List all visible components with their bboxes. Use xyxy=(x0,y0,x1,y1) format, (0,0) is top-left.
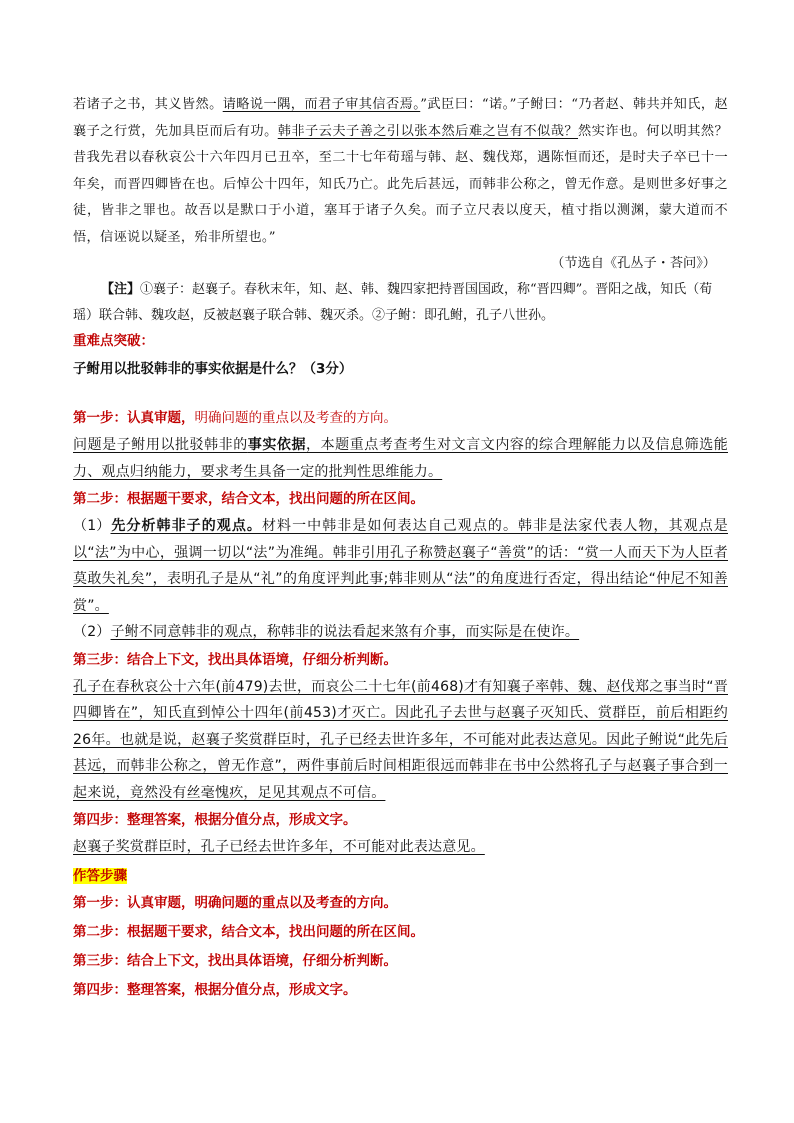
step1-label: 第一步： xyxy=(73,410,127,426)
step2-p1-text: 材料一中韩非是如何表达自己观点的。韩非是法家代表人物，其观点是以“法”为中心，强调一切以“法”为准绳。韩非引用孔子称赞赵襄子“善赏”的话：“赏一人而天下为人臣者莫敢失礼矣”，表明孔子是从“礼”的角度评判此事;韩非则从“法”的角度进行否定，得出结论“仲尼不知善赏”。 xyxy=(73,518,728,614)
classical-passage xyxy=(73,92,728,251)
passage-line1-underlined: 请略说一隅，而君子审其信否焉。 xyxy=(222,97,421,112)
step1-body xyxy=(73,432,728,485)
procedure-heading-row xyxy=(73,863,728,889)
step4-heading xyxy=(73,806,728,834)
step2-label: 第二步： xyxy=(73,491,127,507)
procedure-step-4: 第四步：整理答案，根据分值分点，形成文字。 xyxy=(73,981,357,998)
annotation-note xyxy=(73,277,728,329)
step2-p1-num: （1） xyxy=(73,518,111,534)
passage-line1-b: ”武臣曰：“诺。”子鲋曰：“乃者赵、韩共并知氏， xyxy=(420,97,715,112)
step2-p1-lead: 先分析韩非子的观点。 xyxy=(110,518,262,534)
step3-body: 孔子在春秋哀公十六年(前479)去世，而哀公二十七年(前468)才有知襄子率韩、魏、赵伐郑之事当时“晋四卿皆在”，知氏直到悼公十四年(前453)才灭亡。因此孔子去世与赵襄子灭知氏、赏群臣，前后相距约26年。也就是说，赵襄子奖赏群臣时，孔子已经去世许多年，不可能对此表达意见。因此子鲋说“此先后甚远，而韩非公称之，曾无作意”，两件事前后时间相距很远而韩非在书中公然将孔子与赵襄子事合到一起来说，竟然没有丝毫愧疚，足见其观点不可信。 xyxy=(73,678,728,801)
step1-title: 认真审题， xyxy=(127,410,195,426)
step3-heading xyxy=(73,646,728,674)
procedure-step-3: 第三步：结合上下文，找出具体语境，仔细分析判断。 xyxy=(73,952,397,969)
procedure-step-2: 第二步：根据题干要求，结合文本，找出问题的所在区间。 xyxy=(73,923,424,940)
step4-body: 赵襄子奖赏群臣时，孔子已经去世许多年，不可能对此表达意见。 xyxy=(73,839,485,855)
note-text: ①襄子：赵襄子。春秋末年，知、赵、韩、魏四家把持晋国国政，称“晋四卿”。晋阳之战，知氏（荀瑶）联合韩、魏攻赵，反被赵襄子联合韩、魏灭杀。②子鲋：即孔鲋，孔子八世孙。 xyxy=(73,282,713,323)
step4-label: 第四步： xyxy=(73,812,127,828)
step2-p2-num: （2） xyxy=(73,624,111,640)
step3-title: 结合上下文，找出具体语境，仔细分析判断。 xyxy=(127,651,397,668)
document-page xyxy=(73,92,728,1005)
step1-rest: 明确问题的重点以及考查的方向。 xyxy=(194,410,397,426)
key-points-heading: 重难点突破： xyxy=(73,333,154,349)
step2-heading xyxy=(73,485,728,513)
step1-body-emph: 事实依据 xyxy=(247,437,307,453)
step4-title: 整理答案，根据分值分点，形成文字。 xyxy=(127,812,357,828)
step2-paragraph1 xyxy=(73,513,728,619)
note-label: 【注】 xyxy=(101,282,141,297)
passage-line2-a: 赵襄子之行赏，先加具臣而后有功。 xyxy=(73,97,728,139)
step1-heading xyxy=(73,404,728,432)
procedure-heading: 作答步骤 xyxy=(73,867,127,884)
question: 子鲋用以批驳韩非的事实依据是什么？（3分） xyxy=(73,361,353,377)
passage-line2-b: 然实诈也。何以明 xyxy=(578,123,688,139)
step1-body-c: ，本题重点考查考生对文言文内容的综合理解能力以及信息筛选能力、观点归纳能力，要求考生具备一定的批判性思维能力。 xyxy=(73,437,728,480)
step1-body-a: 问题是子鲋用以批驳韩非的 xyxy=(73,437,248,453)
passage-line1-a: 若诸子之书，其义皆然。 xyxy=(73,97,223,112)
procedure-step-1: 第一步：认真审题，明确问题的重点以及考查的方向。 xyxy=(73,894,397,911)
passage-line2-underlined: 韩非子云夫子善之引以张本然后难之岂有不似哉？ xyxy=(277,123,579,139)
step2-paragraph2 xyxy=(73,619,728,646)
step3-label: 第三步： xyxy=(73,651,127,668)
step2-p2-text: 子鲋不同意韩非的观点，称韩非的说法看起来煞有介事，而实际是在使诈。 xyxy=(110,624,580,640)
passage-source: （节选自《孔丛子・荅问》） xyxy=(551,256,716,271)
step2-title: 根据题干要求，结合文本，找出问题的所在区间。 xyxy=(127,491,424,507)
passage-rest: 其然？昔我先君以春秋哀公十六年四月已丑卒，至二十七年荀瑶与韩、赵、魏伐郑，遇陈恒而还，是时夫子卒已十一年矣，而晋四卿皆在也。后悼公十四年，知氏乃亡。此先后甚远，而韩非公称之，曾无作意。是则世多好事之徒，皆非之罪也。故吾以是默口于小道，塞耳于诸子久矣。而子立尺表以度天，植寸指以测渊，蒙大道而不悟，信诬说以疑圣，殆非所望也。” xyxy=(73,123,729,245)
